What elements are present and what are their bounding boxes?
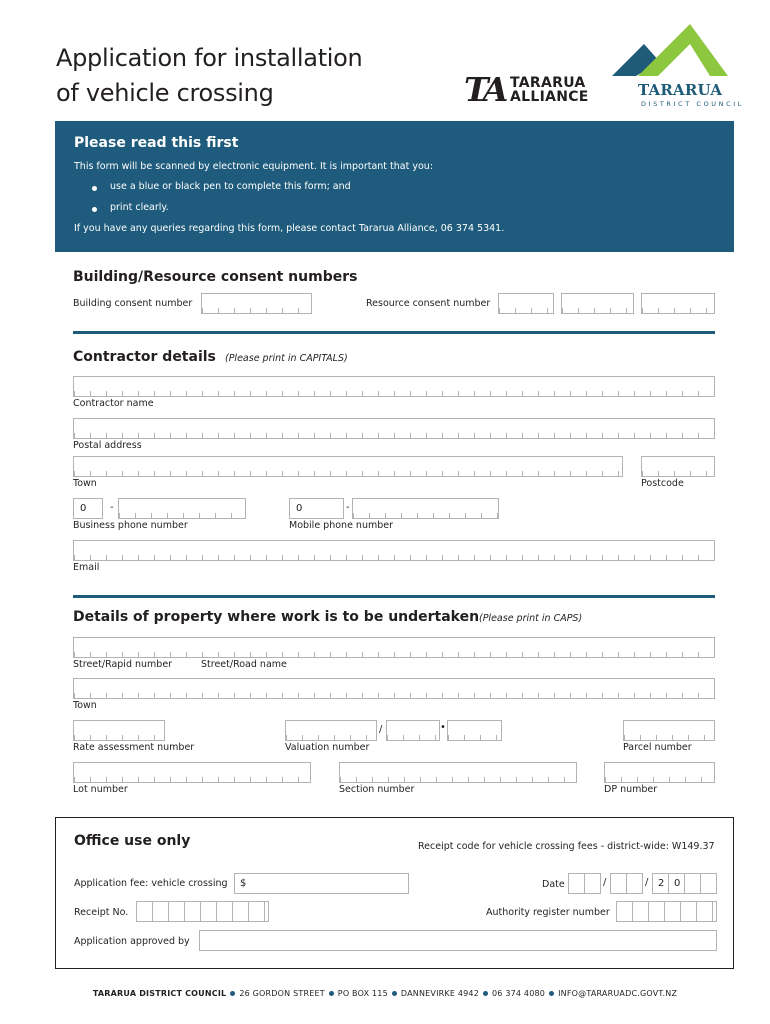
footer-dot-icon xyxy=(329,991,334,996)
street-number-label: Street/Rapid number xyxy=(73,659,173,670)
date-label: Date xyxy=(542,879,565,890)
ta-logo-line-1: TARARUA xyxy=(510,75,586,91)
footer-dot-icon xyxy=(549,991,554,996)
resource-consent-field-2[interactable] xyxy=(561,293,634,314)
lot-number-field[interactable] xyxy=(73,762,311,783)
contractor-name-label: Contractor name xyxy=(73,398,154,409)
contractor-name-field[interactable] xyxy=(73,376,715,397)
resource-consent-field-3[interactable] xyxy=(641,293,715,314)
currency-symbol: $ xyxy=(240,878,247,889)
contractor-note: (Please print in CAPITALS) xyxy=(225,353,348,364)
mobile-phone-field[interactable] xyxy=(352,498,499,519)
valuation-slash: / xyxy=(379,724,383,735)
property-note: (Please print in CAPS) xyxy=(479,613,583,624)
receipt-code-text: Receipt code for vehicle crossing fees - district-wide: W149.37 xyxy=(418,841,715,852)
tdc-logo-name: TARARUA xyxy=(638,81,723,99)
date-day-field[interactable] xyxy=(568,873,601,894)
property-town-label: Town xyxy=(73,700,97,711)
footer-pobox: PO BOX 115 xyxy=(337,989,388,998)
resource-consent-label: Resource consent number xyxy=(366,298,491,309)
lot-number-label: Lot number xyxy=(73,784,128,795)
please-read-notice xyxy=(55,121,734,252)
notice-intro: This form will be scanned by electronic equipment. It is important that you: xyxy=(74,161,434,172)
notice-bullet-2: print clearly. xyxy=(110,202,169,213)
footer-email: INFO@TARARUADC.GOVT.NZ xyxy=(558,989,678,998)
ta-logo-mark: TA xyxy=(464,70,505,109)
rate-assessment-label: Rate assessment number xyxy=(73,742,195,753)
footer-street: 26 GORDON STREET xyxy=(239,989,325,998)
date-year-digit-1: 2 xyxy=(658,878,665,889)
application-fee-field[interactable] xyxy=(234,873,409,894)
footer-phone: 06 374 4080 xyxy=(492,989,546,998)
footer-council-name: TARARUA DISTRICT COUNCIL xyxy=(92,989,227,998)
dp-number-field[interactable] xyxy=(604,762,715,783)
mountain-logo-icon xyxy=(610,22,730,80)
section-number-field[interactable] xyxy=(339,762,577,783)
form-title-line-2: of vehicle crossing xyxy=(56,79,274,107)
business-phone-dash: - xyxy=(110,502,114,513)
rate-assessment-field[interactable] xyxy=(73,720,165,741)
dp-number-label: DP number xyxy=(604,784,658,795)
tararua-district-council-logo xyxy=(610,22,744,108)
valuation-field-1[interactable] xyxy=(285,720,377,741)
postal-address-field[interactable] xyxy=(73,418,715,439)
office-heading: Office use only xyxy=(74,833,191,849)
contractor-town-label: Town xyxy=(73,478,97,489)
mobile-phone-prefix-field[interactable] xyxy=(289,498,344,519)
mobile-phone-prefix: 0 xyxy=(296,503,303,514)
date-slash-1: / xyxy=(603,877,607,888)
footer-dot-icon xyxy=(230,991,235,996)
valuation-dot: • xyxy=(440,722,446,733)
application-fee-label: Application fee: vehicle crossing xyxy=(74,878,228,889)
tararua-alliance-logo xyxy=(464,72,596,108)
page-footer xyxy=(0,989,770,998)
valuation-field-2[interactable] xyxy=(386,720,440,741)
section-number-label: Section number xyxy=(339,784,415,795)
date-year-digit-2: 0 xyxy=(674,878,681,889)
building-consent-label: Building consent number xyxy=(73,298,193,309)
business-phone-prefix-field[interactable] xyxy=(73,498,103,519)
business-phone-label: Business phone number xyxy=(73,520,188,531)
email-field[interactable] xyxy=(73,540,715,561)
business-phone-prefix: 0 xyxy=(80,503,87,514)
valuation-label: Valuation number xyxy=(285,742,370,753)
approved-by-label: Application approved by xyxy=(74,936,190,947)
mobile-phone-label: Mobile phone number xyxy=(289,520,394,531)
receipt-number-field[interactable] xyxy=(136,901,269,922)
valuation-field-3[interactable] xyxy=(447,720,502,741)
bullet-icon xyxy=(92,207,97,212)
postal-address-label: Postal address xyxy=(73,440,142,451)
form-title-line-1: Application for installation xyxy=(56,44,363,72)
notice-bullet-1: use a blue or black pen to complete this form; and xyxy=(110,181,351,192)
contractor-town-field[interactable] xyxy=(73,456,623,477)
parcel-number-field[interactable] xyxy=(623,720,715,741)
street-name-label: Street/Road name xyxy=(201,659,287,670)
ta-logo-line-2: ALLIANCE xyxy=(510,89,589,105)
notice-title: Please read this first xyxy=(74,135,239,151)
receipt-number-label: Receipt No. xyxy=(74,907,129,918)
parcel-number-label: Parcel number xyxy=(623,742,692,753)
postcode-label: Postcode xyxy=(641,478,684,489)
authority-register-label: Authority register number xyxy=(486,907,610,918)
property-town-field[interactable] xyxy=(73,678,715,699)
notice-contact: If you have any queries regarding this form, please contact Tararua Alliance, 06 374 5341. xyxy=(74,223,505,234)
date-year-field[interactable] xyxy=(652,873,717,894)
street-field[interactable] xyxy=(73,637,715,658)
business-phone-field[interactable] xyxy=(118,498,246,519)
email-label: Email xyxy=(73,562,100,573)
building-consent-field[interactable] xyxy=(201,293,312,314)
bullet-icon xyxy=(92,186,97,191)
date-month-field[interactable] xyxy=(610,873,643,894)
property-heading: Details of property where work is to be undertaken xyxy=(73,609,480,625)
footer-dot-icon xyxy=(392,991,397,996)
footer-dot-icon xyxy=(483,991,488,996)
resource-consent-field-1[interactable] xyxy=(498,293,554,314)
mobile-phone-dash: - xyxy=(346,502,350,513)
footer-town: DANNEVIRKE 4942 xyxy=(400,989,479,998)
approved-by-field[interactable] xyxy=(199,930,717,951)
section-divider xyxy=(73,331,715,334)
date-slash-2: / xyxy=(645,877,649,888)
consent-heading: Building/Resource consent numbers xyxy=(73,269,358,285)
authority-register-field[interactable] xyxy=(616,901,717,922)
office-use-box xyxy=(55,817,734,969)
section-divider xyxy=(73,595,715,598)
contractor-heading: Contractor details xyxy=(73,349,216,365)
postcode-field[interactable] xyxy=(641,456,715,477)
tdc-logo-subtitle: DISTRICT COUNCIL xyxy=(641,100,744,108)
